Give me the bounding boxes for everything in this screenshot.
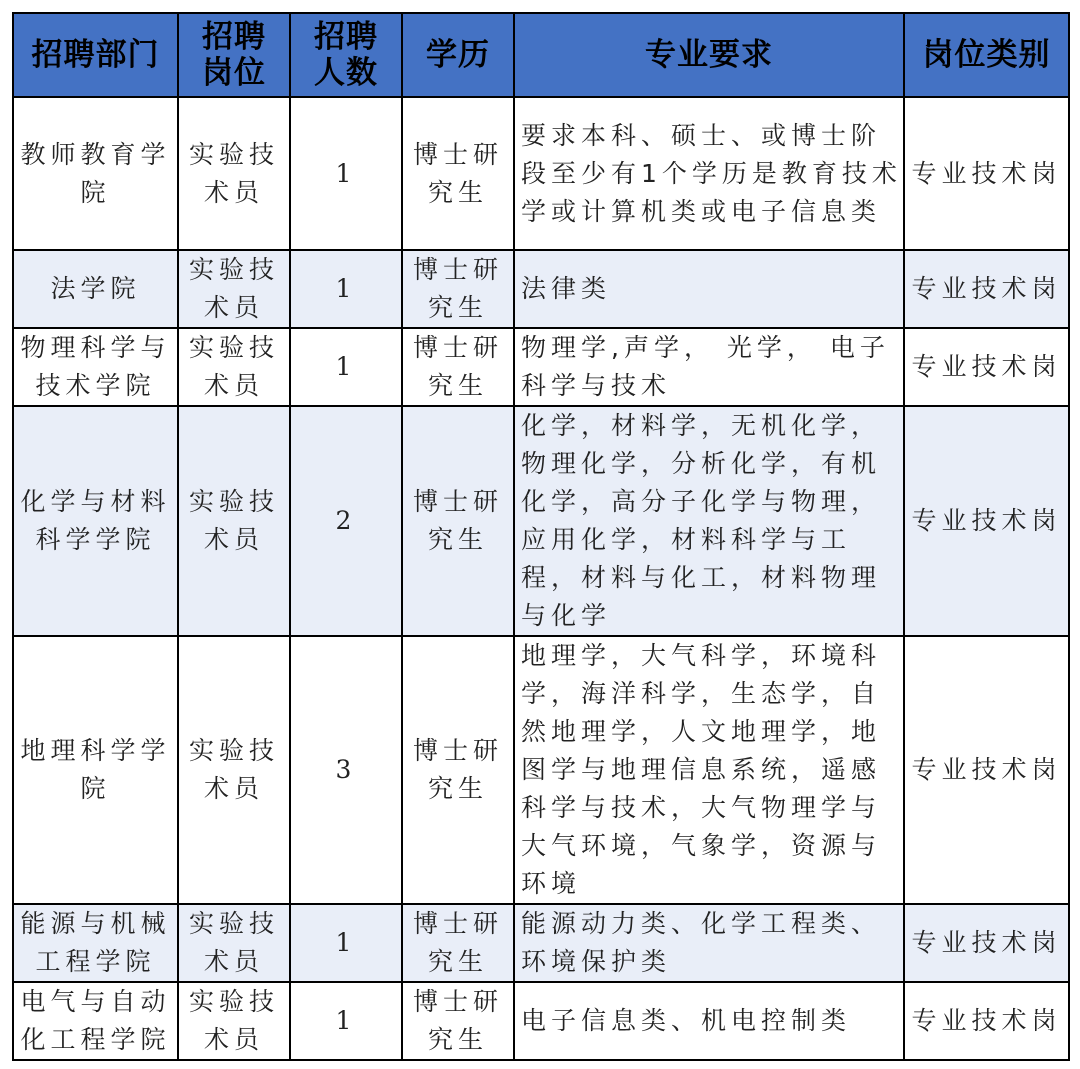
- cell-category: 专业技术岗: [904, 904, 1069, 982]
- table-row: [13, 904, 1069, 982]
- cell-post: 实验技术员: [178, 97, 290, 250]
- header-count-line1: 招聘: [314, 19, 378, 55]
- cell-category: 专业技术岗: [904, 250, 1069, 328]
- cell-edu: 博士研究生: [402, 406, 514, 636]
- cell-edu: 博士研究生: [402, 97, 514, 250]
- cell-category: 专业技术岗: [904, 328, 1069, 406]
- header-post: [178, 13, 290, 97]
- cell-dept: 地理科学学院: [13, 636, 178, 904]
- cell-post: 实验技术员: [178, 982, 290, 1060]
- cell-edu: 博士研究生: [402, 904, 514, 982]
- cell-dept: 化学与材料科学学院: [13, 406, 178, 636]
- cell-major: 能源动力类、化学工程类、环境保护类: [514, 904, 904, 982]
- cell-count: 1: [290, 328, 402, 406]
- cell-dept: 法学院: [13, 250, 178, 328]
- cell-major: 电子信息类、机电控制类: [514, 982, 904, 1060]
- cell-post: 实验技术员: [178, 250, 290, 328]
- cell-edu: 博士研究生: [402, 982, 514, 1060]
- cell-post: 实验技术员: [178, 406, 290, 636]
- cell-dept: 物理科学与技术学院: [13, 328, 178, 406]
- table-row: [13, 250, 1069, 328]
- header-post-line2: 岗位: [202, 55, 266, 91]
- cell-major: 法律类: [514, 250, 904, 328]
- cell-count: 2: [290, 406, 402, 636]
- cell-count: 1: [290, 97, 402, 250]
- table-row: [13, 97, 1069, 250]
- header-category: 岗位类别: [904, 13, 1069, 97]
- cell-edu: 博士研究生: [402, 250, 514, 328]
- cell-major: 化学，材料学，无机化学，物理化学，分析化学，有机化学，高分子化学与物理，应用化学，材料科学与工程，材料与化工，材料物理与化学: [514, 406, 904, 636]
- cell-dept: 教师教育学院: [13, 97, 178, 250]
- cell-category: 专业技术岗: [904, 636, 1069, 904]
- table-row: [13, 406, 1069, 636]
- cell-category: 专业技术岗: [904, 982, 1069, 1060]
- header-count: [290, 13, 402, 97]
- cell-category: 专业技术岗: [904, 406, 1069, 636]
- cell-post: 实验技术员: [178, 904, 290, 982]
- cell-count: 3: [290, 636, 402, 904]
- cell-post: 实验技术员: [178, 328, 290, 406]
- cell-count: 1: [290, 982, 402, 1060]
- header-edu: 学历: [402, 13, 514, 97]
- cell-count: 1: [290, 250, 402, 328]
- table-row: [13, 328, 1069, 406]
- table-row: [13, 982, 1069, 1060]
- table-header-row: [13, 13, 1069, 97]
- cell-dept: 能源与机械工程学院: [13, 904, 178, 982]
- cell-dept: 电气与自动化工程学院: [13, 982, 178, 1060]
- cell-category: 专业技术岗: [904, 97, 1069, 250]
- header-post-line1: 招聘: [202, 19, 266, 55]
- cell-count: 1: [290, 904, 402, 982]
- cell-edu: 博士研究生: [402, 636, 514, 904]
- recruitment-table: [12, 12, 1070, 1061]
- header-dept: 招聘部门: [13, 13, 178, 97]
- cell-major: 要求本科、硕士、或博士阶段至少有1个学历是教育技术学或计算机类或电子信息类: [514, 97, 904, 250]
- cell-post: 实验技术员: [178, 636, 290, 904]
- cell-major: 地理学，大气科学，环境科学，海洋科学，生态学，自然地理学，人文地理学，地图学与地理信息系统，遥感科学与技术，大气物理学与大气环境，气象学，资源与环境: [514, 636, 904, 904]
- cell-edu: 博士研究生: [402, 328, 514, 406]
- cell-major: 物理学,声学， 光学， 电子科学与技术: [514, 328, 904, 406]
- header-major: 专业要求: [514, 13, 904, 97]
- header-count-line2: 人数: [314, 55, 378, 91]
- table-row: [13, 636, 1069, 904]
